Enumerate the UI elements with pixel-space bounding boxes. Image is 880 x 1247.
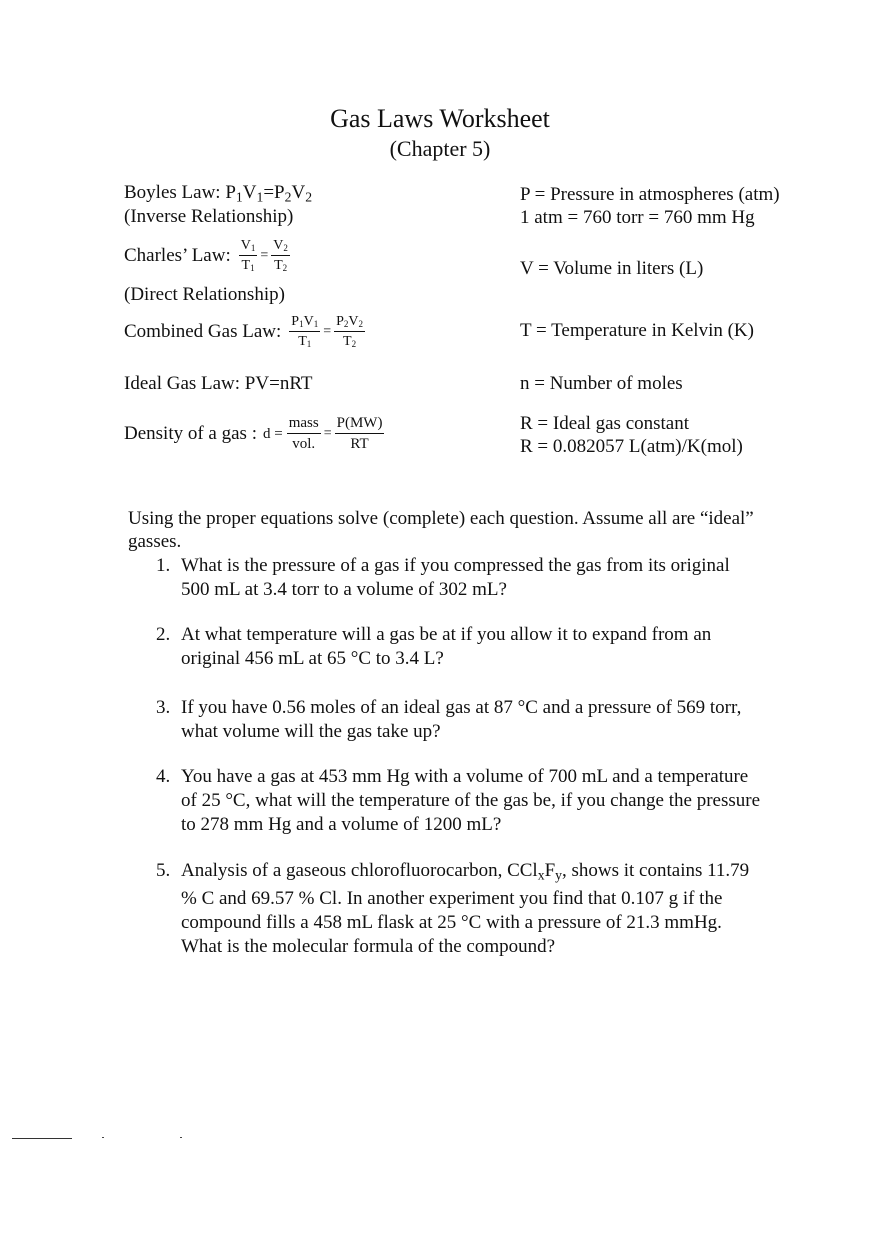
question-text: You have a gas at 453 mm Hg with a volume of 700 mL and a temperature of 25 °C, what will the temperature of the gas be, if you change the pressure to 278 mm Hg and a volume of 1200 mL? [181,766,760,835]
def-volume: V = Volume in liters (L) [520,258,704,279]
question-number: 3. [156,697,171,718]
combined-fraction-right: $\frac{P_2V_2}{T_2}$ [336,314,364,349]
combined-gas-law: Combined Gas Law: $\frac{P_1V_1}{T_1}$ = $\frac{P_2V_2}{T_2}$ [124,314,364,349]
def-gas-constant-value: R = 0.082057 L(atm)/K(mol) [520,436,743,457]
density-fraction-mass: $\frac{\text{mass}}{\text{vol.}}$ [288,415,319,452]
def-pressure: P = Pressure in atmospheres (atm) [520,184,780,205]
density-label: Density of a gas : [124,423,257,444]
combined-fraction-left: $\frac{P_1V_1}{T_1}$ [291,314,319,349]
def-gas-constant: R = Ideal gas constant [520,413,690,434]
footer-mark [102,1137,104,1138]
footer-mark [180,1137,182,1138]
density-fraction-pmw: $\frac{P(MW)}{RT}$ [336,415,383,452]
density-d: d = [262,425,283,442]
boyles-law-label: Boyles Law: [124,182,226,203]
charles-law: Charles’ Law: $\frac{V_1}{T_1}$ = $\frac{V_2}{T_2}$ [124,238,288,273]
page-subtitle: (Chapter 5) [389,136,491,161]
question-text: What is the pressure of a gas if you compressed the gas from its original 500 mL at 3.4 torr to a volume of 302 mL? [181,555,730,600]
question-text: Analysis of a gaseous chlorofluorocarbon, $CCl_xF_y$, shows it contains 11.79 % C and 69.57 % Cl. In another experiment you find that 0.107 g if the compound fills a 458 mL flask at 25 °C with a pressure of 21.3 mmHg. What is the molecular formula of the compound? [181,860,750,958]
question-text: If you have 0.56 moles of an ideal gas at 87 °C and a pressure of 569 torr, what volume will the gas take up? [181,697,742,742]
ideal-gas-law: Ideal Gas Law: PV=nRT [124,373,313,394]
instructions: Using the proper equations solve (complete) each question. Assume all are “ideal” gasses. [128,508,754,552]
question-number: 5. [156,860,171,881]
def-moles: n = Number of moles [520,373,683,394]
question-number: 2. [156,624,171,645]
footer-rule [12,1138,72,1139]
question-number: 4. [156,766,171,787]
def-conversion: 1 atm = 760 torr = 760 mm Hg [520,207,755,228]
charles-law-note: (Direct Relationship) [124,284,285,305]
combined-law-label: Combined Gas Law: [124,321,282,342]
question-text: At what temperature will a gas be at if you allow it to expand from an original 456 mL at 65 °C to 3.4 L? [181,624,712,669]
question-number: 1. [156,555,171,576]
boyles-law: Boyles Law: $P_1V_1=P_2V_2$ [124,182,313,205]
def-temperature: T = Temperature in Kelvin (K) [520,320,754,341]
density-formula: Density of a gas : d = $\frac{\text{mass}}{\text{vol.}}$ = $\frac{P(MW)}{RT}$ [124,415,383,452]
charles-fraction-right: $\frac{V_2}{T_2}$ [273,238,288,273]
charles-fraction-left: $\frac{V_1}{T_1}$ [240,238,256,273]
charles-law-label: Charles’ Law: [124,245,231,266]
page-title: Gas Laws Worksheet [330,104,550,133]
boyles-law-note: (Inverse Relationship) [124,206,294,227]
